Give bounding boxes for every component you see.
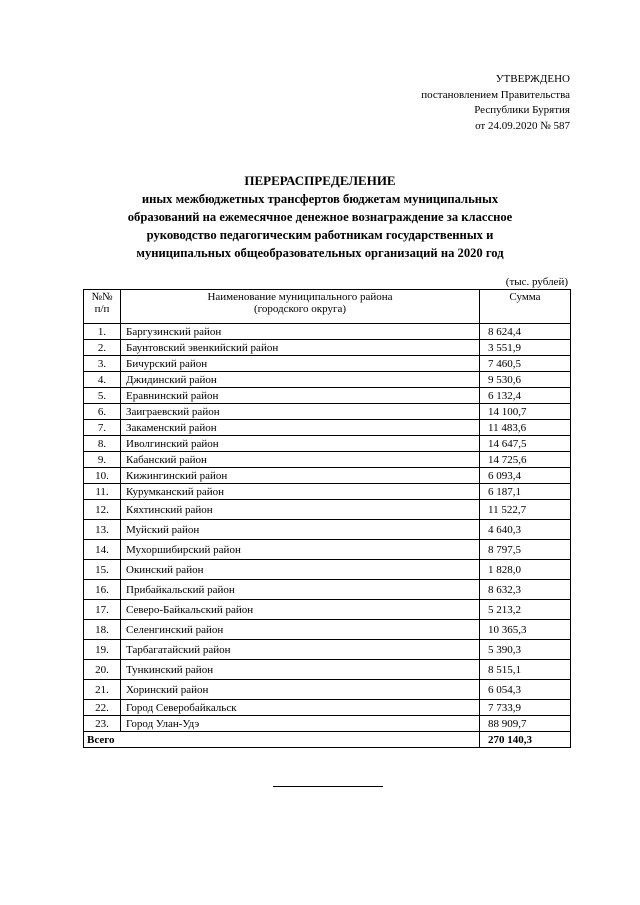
row-name: Баунтовский эвенкийский район [121,340,480,356]
row-sum: 14 647,5 [480,436,571,452]
table-row [84,436,571,452]
table-row [84,420,571,436]
title-line-2: образований на ежемесячное денежное вознаграждение за классное [127,210,513,224]
row-sum: 7 460,5 [480,356,571,372]
row-sum: 9 530,6 [480,372,571,388]
row-sum: 14 725,6 [480,452,571,468]
title-main: ПЕРЕРАСПРЕДЕЛЕНИЕ [244,173,396,188]
table-row [84,600,571,620]
table-row [84,560,571,580]
distribution-table [83,289,571,748]
row-number: 2. [84,340,121,356]
header-number-line-2: п/п [94,303,110,315]
table-row [84,620,571,640]
row-name: Иволгинский район [121,436,480,452]
document-title [0,172,640,262]
header-name-line-1: Наименование муниципального района [207,291,393,303]
row-name: Прибайкальский район [121,580,480,600]
row-number: 18. [84,620,121,640]
row-name: Хоринский район [121,680,480,700]
row-sum: 6 054,3 [480,680,571,700]
row-sum: 8 515,1 [480,660,571,680]
row-number: 1. [84,324,121,340]
row-name: Город Улан-Удэ [121,716,480,732]
row-name: Северо-Байкальский район [121,600,480,620]
approval-stamp [421,72,570,134]
row-sum: 11 522,7 [480,500,571,520]
approval-line-date: от 24.09.2020 № 587 [475,119,570,132]
row-sum: 8 632,3 [480,580,571,600]
row-number: 3. [84,356,121,372]
header-name-line-2: (городского округа) [253,303,347,315]
row-number: 8. [84,436,121,452]
approval-line-approved: УТВЕРЖДЕНО [495,73,570,85]
header-sum: Сумма [480,290,571,324]
row-number: 16. [84,580,121,600]
table-row [84,340,571,356]
row-sum: 5 390,3 [480,640,571,660]
row-number: 13. [84,520,121,540]
row-sum: 5 213,2 [480,600,571,620]
row-sum: 7 733,9 [480,700,571,716]
row-sum: 1 828,0 [480,560,571,580]
row-name: Баргузинский район [121,324,480,340]
row-name: Мухоршибирский район [121,540,480,560]
footer-separator-line [273,786,383,787]
table-row [84,452,571,468]
row-number: 11. [84,484,121,500]
row-name: Заиграевский район [121,404,480,420]
row-sum: 4 640,3 [480,520,571,540]
table-row [84,540,571,560]
row-sum: 6 093,4 [480,468,571,484]
row-sum: 8 797,5 [480,540,571,560]
table-row [84,468,571,484]
table-row [84,580,571,600]
row-name: Муйский район [121,520,480,540]
table-row [84,660,571,680]
row-number: 20. [84,660,121,680]
row-name: Закаменский район [121,420,480,436]
table-row [84,388,571,404]
table-body [84,324,571,732]
row-number: 17. [84,600,121,620]
row-number: 12. [84,500,121,520]
row-sum: 6 187,1 [480,484,571,500]
table-header-row [84,290,571,324]
table-row [84,700,571,716]
row-name: Кижингинский район [121,468,480,484]
row-name: Кабанский район [121,452,480,468]
header-number-line-1: №№ [91,291,113,303]
row-sum: 8 624,4 [480,324,571,340]
row-number: 15. [84,560,121,580]
total-label: Всего [84,732,480,748]
row-number: 14. [84,540,121,560]
row-sum: 88 909,7 [480,716,571,732]
row-name: Окинский район [121,560,480,580]
row-name: Бичурский район [121,356,480,372]
row-number: 6. [84,404,121,420]
row-name: Кяхтинский район [121,500,480,520]
title-line-3: руководство педагогическим работникам государственных и [146,228,494,242]
title-line-1: иных межбюджетных трансфертов бюджетам муниципальных [141,192,499,206]
approval-line-government: Республики Бурятия [474,104,570,116]
total-sum: 270 140,3 [480,732,571,748]
row-name: Еравнинский район [121,388,480,404]
table-row [84,372,571,388]
row-number: 7. [84,420,121,436]
row-name: Тарбагатайский район [121,640,480,660]
row-name: Селенгинский район [121,620,480,640]
row-sum: 14 100,7 [480,404,571,420]
approval-line-resolution: постановлением Правительства [421,88,570,101]
row-number: 9. [84,452,121,468]
title-line-4: муниципальных общеобразовательных организаций на 2020 год [136,246,504,260]
row-number: 23. [84,716,121,732]
row-sum: 11 483,6 [480,420,571,436]
row-name: Город Северобайкальск [121,700,480,716]
row-number: 5. [84,388,121,404]
row-number: 4. [84,372,121,388]
table-row [84,404,571,420]
row-number: 21. [84,680,121,700]
table-row [84,484,571,500]
table-row [84,356,571,372]
header-number [84,290,121,324]
units-note: (тыс. рублей) [505,276,568,288]
row-name: Курумканский район [121,484,480,500]
table-row [84,680,571,700]
table-row [84,520,571,540]
row-sum: 3 551,9 [480,340,571,356]
row-name: Джидинский район [121,372,480,388]
row-sum: 10 365,3 [480,620,571,640]
row-sum: 6 132,4 [480,388,571,404]
table-total-row [84,732,571,748]
header-name [121,290,480,324]
row-number: 19. [84,640,121,660]
row-name: Тункинский район [121,660,480,680]
table-row [84,324,571,340]
table-row [84,640,571,660]
row-number: 10. [84,468,121,484]
table-row [84,716,571,732]
table-row [84,500,571,520]
row-number: 22. [84,700,121,716]
